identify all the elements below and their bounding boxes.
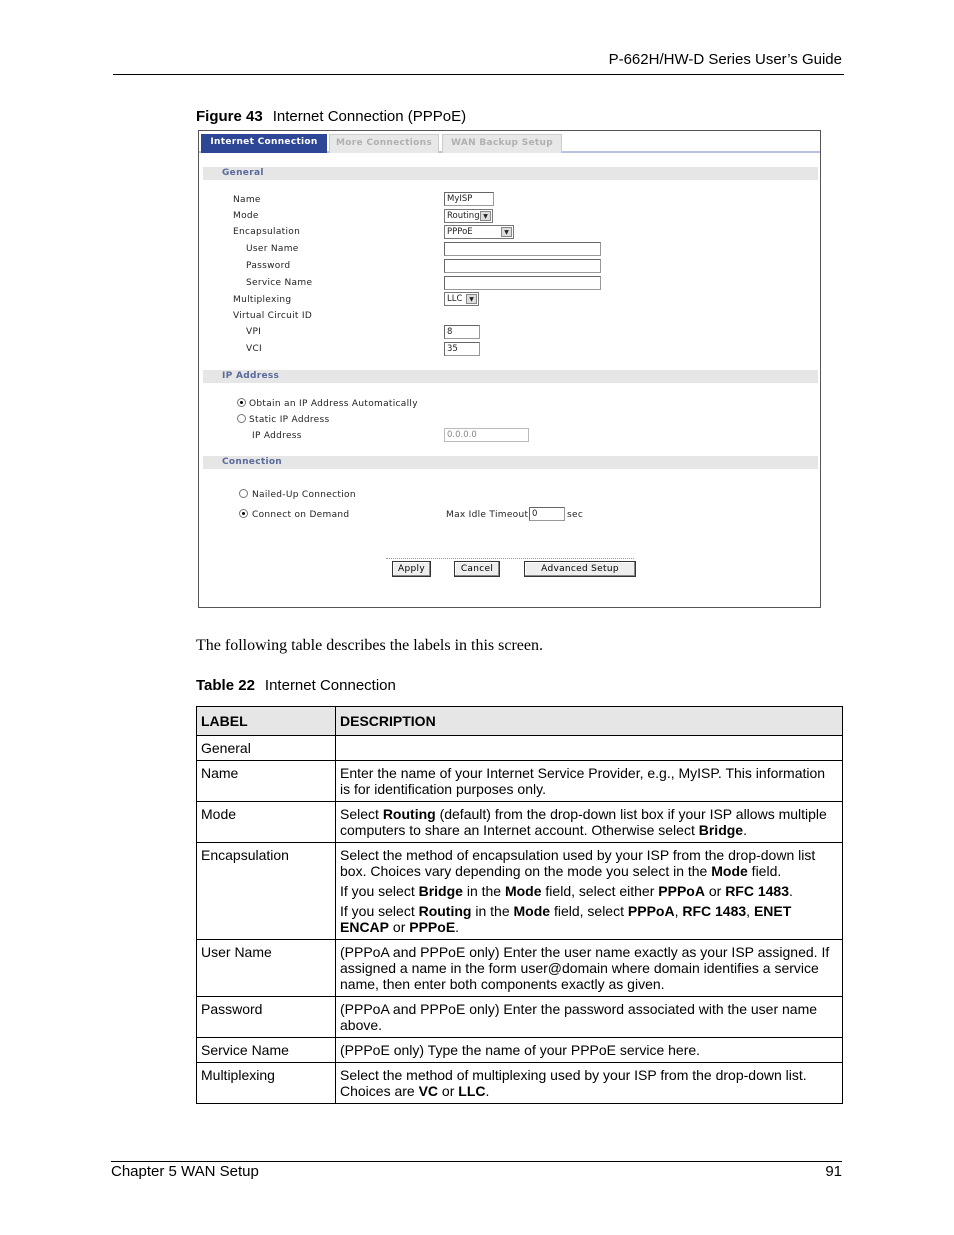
- row-description: (PPPoA and PPPoE only) Enter the password associated with the user name above.: [336, 997, 843, 1038]
- multiplexing-label: Multiplexing: [233, 295, 292, 305]
- mode-value: Routing: [447, 211, 480, 221]
- row-description: Select Routing (default) from the drop-down list box if your ISP allows multiple computers to share an Internet account. Otherwise select Bridge.: [336, 802, 843, 843]
- table-caption: [196, 677, 396, 694]
- tab-bar: [199, 131, 820, 153]
- table-row: [197, 940, 843, 997]
- row-description: Select the method of encapsulation used by your ISP from the drop-down list box. Choices vary depending on the mode you select in the Mode field. If you select Bridge in the Mode field, select either PPPoA or RFC 1483. If you select Routing in the Mode field, select PPPoA, RFC 1483, ENET ENCAP or PPPoE.: [336, 843, 843, 940]
- name-label: Name: [233, 195, 261, 205]
- vpi-input[interactable]: 8: [444, 325, 480, 339]
- obtain-ip-auto-label: Obtain an IP Address Automatically: [249, 399, 418, 409]
- row-label: General: [197, 736, 336, 761]
- row-description: (PPPoA and PPPoE only) Enter the user name exactly as your ISP assigned. If assigned a name in the form user@domain where domain identifies a service name, then enter both components exactly as given.: [336, 940, 843, 997]
- encapsulation-select[interactable]: [444, 225, 514, 239]
- table-row: [197, 1063, 843, 1104]
- chevron-down-icon: ▼: [501, 227, 512, 237]
- service-name-input[interactable]: [444, 276, 601, 290]
- vci-input[interactable]: 35: [444, 342, 480, 356]
- table-row: [197, 802, 843, 843]
- nailed-up-radio[interactable]: [239, 489, 248, 498]
- encapsulation-label: Encapsulation: [233, 227, 301, 237]
- page-footer: [111, 1161, 842, 1180]
- vpi-label: VPI: [246, 327, 262, 337]
- description-column-header: DESCRIPTION: [336, 707, 843, 736]
- button-divider: [386, 558, 634, 559]
- table-header-row: [197, 707, 843, 736]
- mode-select[interactable]: [444, 209, 493, 223]
- row-description: Enter the name of your Internet Service Provider, e.g., MyISP. This information is for identification purposes only.: [336, 761, 843, 802]
- static-ip-radio[interactable]: [237, 414, 246, 423]
- name-input[interactable]: MyISP: [444, 192, 494, 206]
- virtual-circuit-label: Virtual Circuit ID: [233, 311, 313, 321]
- internet-connection-screenshot: [198, 130, 821, 608]
- intro-paragraph: The following table describes the labels in this screen.: [196, 637, 544, 654]
- apply-button[interactable]: Apply: [392, 561, 431, 577]
- row-label: Service Name: [197, 1038, 336, 1063]
- table-title: Internet Connection: [264, 677, 396, 694]
- mode-label: Mode: [233, 211, 259, 221]
- service-name-label: Service Name: [246, 278, 313, 288]
- row-label: Name: [197, 761, 336, 802]
- tab-more-connections[interactable]: More Connections: [329, 134, 439, 153]
- row-label: Mode: [197, 802, 336, 843]
- multiplexing-select[interactable]: [444, 292, 479, 306]
- cancel-button[interactable]: Cancel: [454, 561, 500, 577]
- section-general: General: [203, 167, 818, 180]
- max-idle-timeout-input[interactable]: 0: [529, 507, 565, 521]
- advanced-setup-button[interactable]: Advanced Setup: [524, 561, 636, 577]
- description-table: [196, 706, 843, 1104]
- row-label: Encapsulation: [197, 843, 336, 940]
- section-ip-address: IP Address: [203, 370, 818, 383]
- figure-title: Internet Connection (PPPoE): [272, 108, 467, 125]
- table-row: [197, 761, 843, 802]
- connect-on-demand-radio[interactable]: [239, 509, 248, 518]
- tab-internet-connection[interactable]: Internet Connection: [201, 134, 327, 153]
- chevron-down-icon: ▼: [466, 294, 477, 304]
- timeout-unit: sec: [567, 510, 584, 520]
- page-number: 91: [825, 1163, 842, 1180]
- user-name-label: User Name: [246, 244, 299, 254]
- label-column-header: LABEL: [197, 707, 336, 736]
- tab-wan-backup-setup[interactable]: WAN Backup Setup: [442, 134, 562, 153]
- multiplexing-value: LLC: [447, 294, 463, 304]
- table-row: [197, 997, 843, 1038]
- chapter-title: Chapter 5 WAN Setup: [111, 1163, 259, 1180]
- table-label: Table 22: [196, 677, 255, 694]
- static-ip-label: Static IP Address: [249, 415, 330, 425]
- encapsulation-value: PPPoE: [447, 227, 473, 237]
- vci-label: VCI: [246, 344, 262, 354]
- row-label: Password: [197, 997, 336, 1038]
- max-idle-timeout-label: Max Idle Timeout: [446, 510, 529, 520]
- table-row: [197, 1038, 843, 1063]
- ip-address-label: IP Address: [252, 431, 302, 441]
- row-label: User Name: [197, 940, 336, 997]
- password-input[interactable]: [444, 259, 601, 273]
- password-label: Password: [246, 261, 291, 271]
- connect-on-demand-label: Connect on Demand: [252, 510, 350, 520]
- ip-address-input[interactable]: 0.0.0.0: [444, 428, 529, 442]
- row-description: [336, 736, 843, 761]
- figure-label: Figure 43: [196, 108, 263, 125]
- chevron-down-icon: ▼: [480, 211, 491, 221]
- row-description: (PPPoE only) Type the name of your PPPoE service here.: [336, 1038, 843, 1063]
- page-header: [113, 51, 844, 75]
- table-row: [197, 736, 843, 761]
- user-name-input[interactable]: [444, 242, 601, 256]
- obtain-ip-auto-radio[interactable]: [237, 398, 246, 407]
- row-description: Select the method of multiplexing used by your ISP from the drop-down list. Choices are VC or LLC.: [336, 1063, 843, 1104]
- guide-title: P-662H/HW-D Series User’s Guide: [608, 51, 842, 68]
- table-row: [197, 843, 843, 940]
- row-label: Multiplexing: [197, 1063, 336, 1104]
- figure-caption: [196, 108, 466, 125]
- nailed-up-label: Nailed-Up Connection: [252, 490, 356, 500]
- section-connection: Connection: [203, 456, 818, 469]
